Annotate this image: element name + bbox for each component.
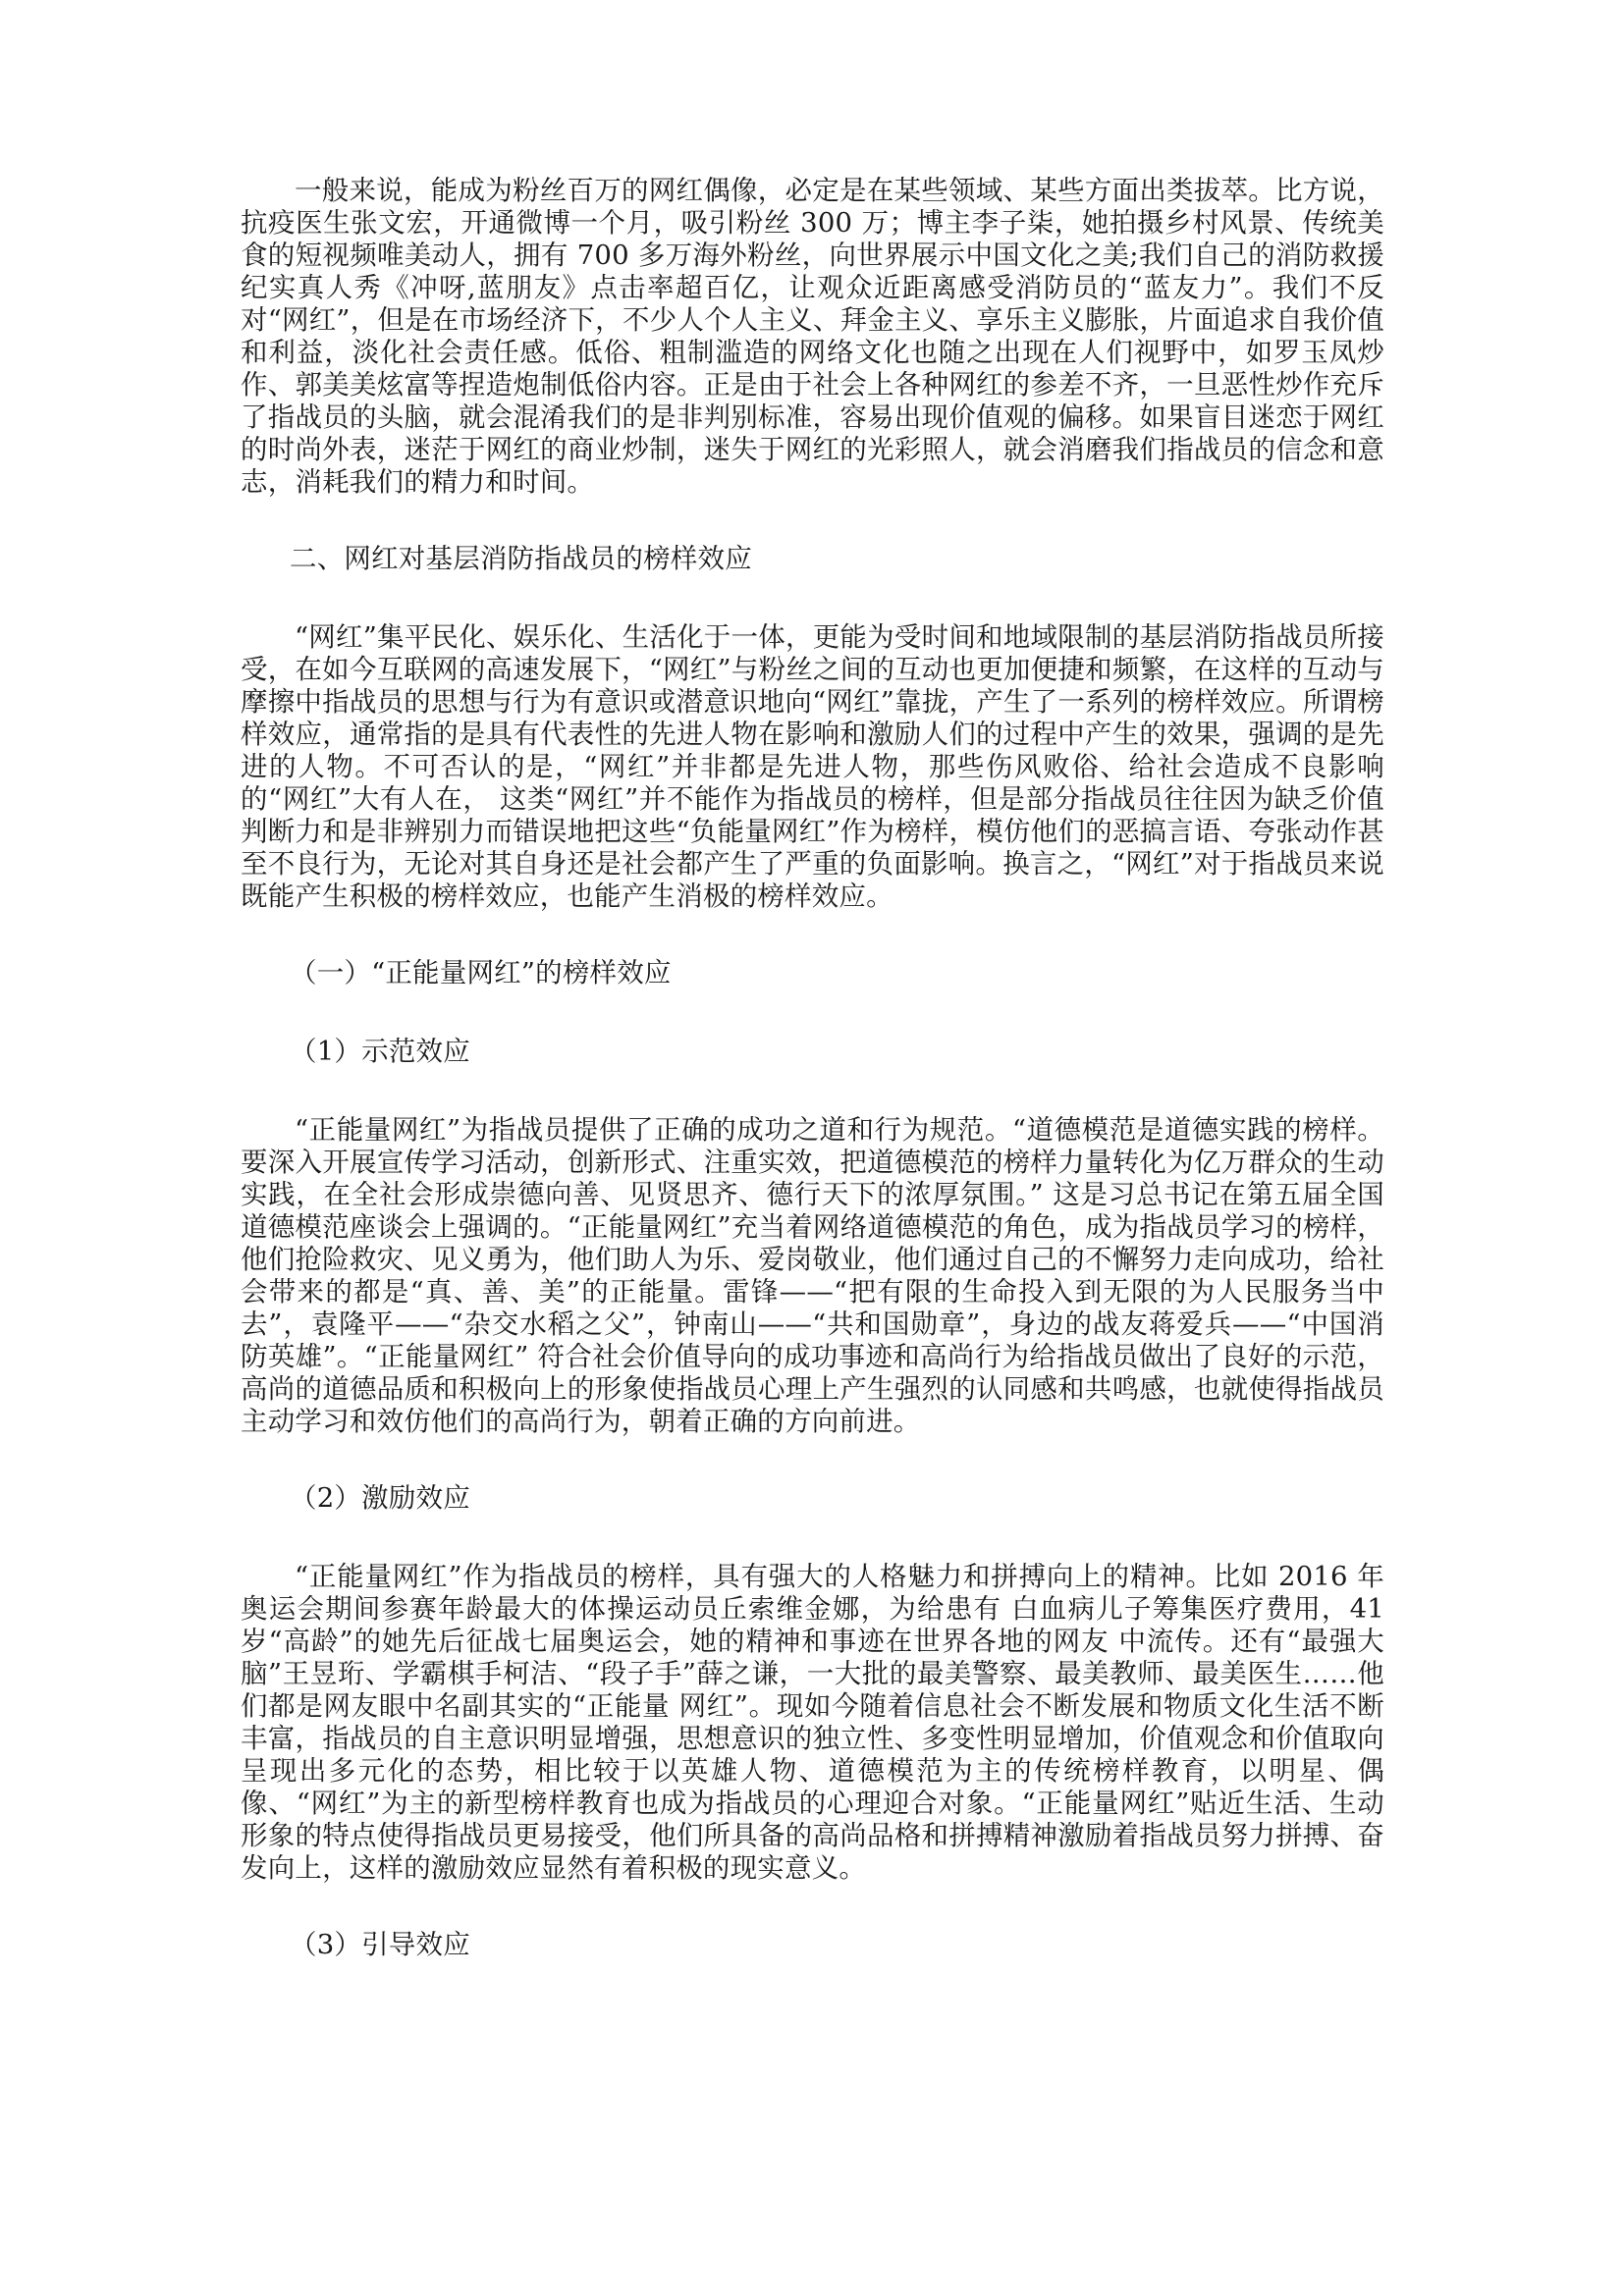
paragraph-incentive-effect: “正能量网红”作为指战员的榜样，具有强大的人格魅力和拼搏向上的精神。比如 2016 年奥运会期间参赛年龄最大的体操运动员丘索维金娜，为给患有 白血病儿子筹集医疗费用，41 岁“高龄”的她先后征战七届奥运会，她的精神和事迹在世界各地的网友 中流传。还有“最强大脑”王昱珩、学霸棋手柯洁、“段子手”薛之谦，一大批的最美警察、最美教师、最美医生……他们都是网友眼中名副其实的“正能量 网红”。现如今随着信息社会不断发展和物质文化生活不断丰富，指战员的自主意识明显增强，思想意识的独立性、多变性明显增加，价值观念和价值取向呈现出多元化的态势，相比较于以英雄人物、道德模范为主的传统榜样教育，以明星、偶像、“网红”为主的新型榜样教育也成为指战员的心理迎合对象。“正能量网红”贴近生活、生动形象的特点使得指战员更易接受，他们所具备的高尚品格和拼搏精神激励着指战员努力拼搏、奋发向上，这样的激励效应显然有着积极的现实意义。 — [241, 1561, 1384, 1884]
heading-guidance-effect: （3）引导效应 — [290, 1929, 470, 1960]
spacer — [241, 989, 1384, 1036]
spacer — [241, 913, 1384, 957]
document-body — [241, 175, 1384, 1961]
heading-section-two: 二、网红对基层消防指战员的榜样效应 — [290, 543, 752, 574]
spacer — [241, 1515, 1384, 1561]
paragraph-role-model-effect: “网红”集平民化、娱乐化、生活化于一体，更能为受时间和地域限制的基层消防指战员所接受，在如今互联网的高速发展下，“网红”与粉丝之间的互动也更加便捷和频繁，在这样的互动与摩擦中指战员的思想与行为有意识或潜意识地向“网红”靠拢，产生了一系列的榜样效应。所谓榜样效应，通常指的是具有代表性的先进人物在影响和激励人们的过程中产生的效果，强调的是先进的人物。不可否认的是，“网红”并非都是先进人物，那些伤风败俗、给社会造成不良影响的“网红”大有人在， 这类“网红”并不能作为指战员的榜样，但是部分指战员往往因为缺乏价值判断力和是非辨别力而错误地把这些“负能量网红”作为榜样，模仿他们的恶搞言语、夸张动作甚至不良行为，无论对其自身还是社会都产生了严重的负面影响。换言之，“网红”对于指战员来说既能产生积极的榜样效应，也能产生消极的榜样效应。 — [241, 621, 1384, 912]
spacer — [241, 575, 1384, 621]
spacer — [241, 1438, 1384, 1482]
spacer — [241, 1885, 1384, 1929]
spacer — [241, 1068, 1384, 1114]
heading-positive-influencer: （一）“正能量网红”的榜样效应 — [290, 957, 672, 988]
heading-incentive-effect: （2）激励效应 — [290, 1482, 470, 1514]
heading-demonstration-effect: （1）示范效应 — [290, 1036, 470, 1067]
paragraph-demonstration-effect: “正能量网红”为指战员提供了正确的成功之道和行为规范。“道德模范是道德实践的榜样。要深入开展宣传学习活动，创新形式、注重实效，把道德模范的榜样力量转化为亿万群众的生动实践，在全社会形成崇德向善、见贤思齐、德行天下的浓厚氛围。” 这是习总书记在第五届全国道德模范座谈会上强调的。“正能量网红”充当着网络道德模范的角色，成为指战员学习的榜样，他们抢险救灾、见义勇为，他们助人为乐、爱岗敬业，他们通过自己的不懈努力走向成功，给社会带来的都是“真、善、美”的正能量。雷锋——“把有限的生命投入到无限的为人民服务当中去”，袁隆平——“杂交水稻之父”，钟南山——“共和国勋章”，身边的战友蒋爱兵——“中国消防英雄”。“正能量网红” 符合社会价值导向的成功事迹和高尚行为给指战员做出了良好的示范，高尚的道德品质和积极向上的形象使指战员心理上产生强烈的认同感和共鸣感，也就使得指战员主动学习和效仿他们的高尚行为，朝着正确的方向前进。 — [241, 1114, 1384, 1437]
spacer — [241, 499, 1384, 543]
paragraph-influencer-overview: 一般来说，能成为粉丝百万的网红偶像，必定是在某些领域、某些方面出类拔萃。比方说，抗疫医生张文宏，开通微博一个月，吸引粉丝 300 万；博主李子柒，她拍摄乡村风景、传统美食的短视频唯美动人，拥有 700 多万海外粉丝，向世界展示中国文化之美;我们自己的消防救援纪实真人秀《冲呀,蓝朋友》点击率超百亿，让观众近距离感受消防员的“蓝友力”。我们不反对“网红”，但是在市场经济下，不少人个人主义、拜金主义、享乐主义膨胀，片面追求自我价值和利益，淡化社会责任感。低俗、粗制滥造的网络文化也随之出现在人们视野中，如罗玉凤炒作、郭美美炫富等捏造炮制低俗内容。正是由于社会上各种网红的参差不齐，一旦恶性炒作充斥了指战员的头脑，就会混淆我们的是非判别标准，容易出现价值观的偏移。如果盲目迷恋于网红的时尚外表，迷茫于网红的商业炒制，迷失于网红的光彩照人，就会消磨我们指战员的信念和意志，消耗我们的精力和时间。 — [241, 175, 1384, 498]
